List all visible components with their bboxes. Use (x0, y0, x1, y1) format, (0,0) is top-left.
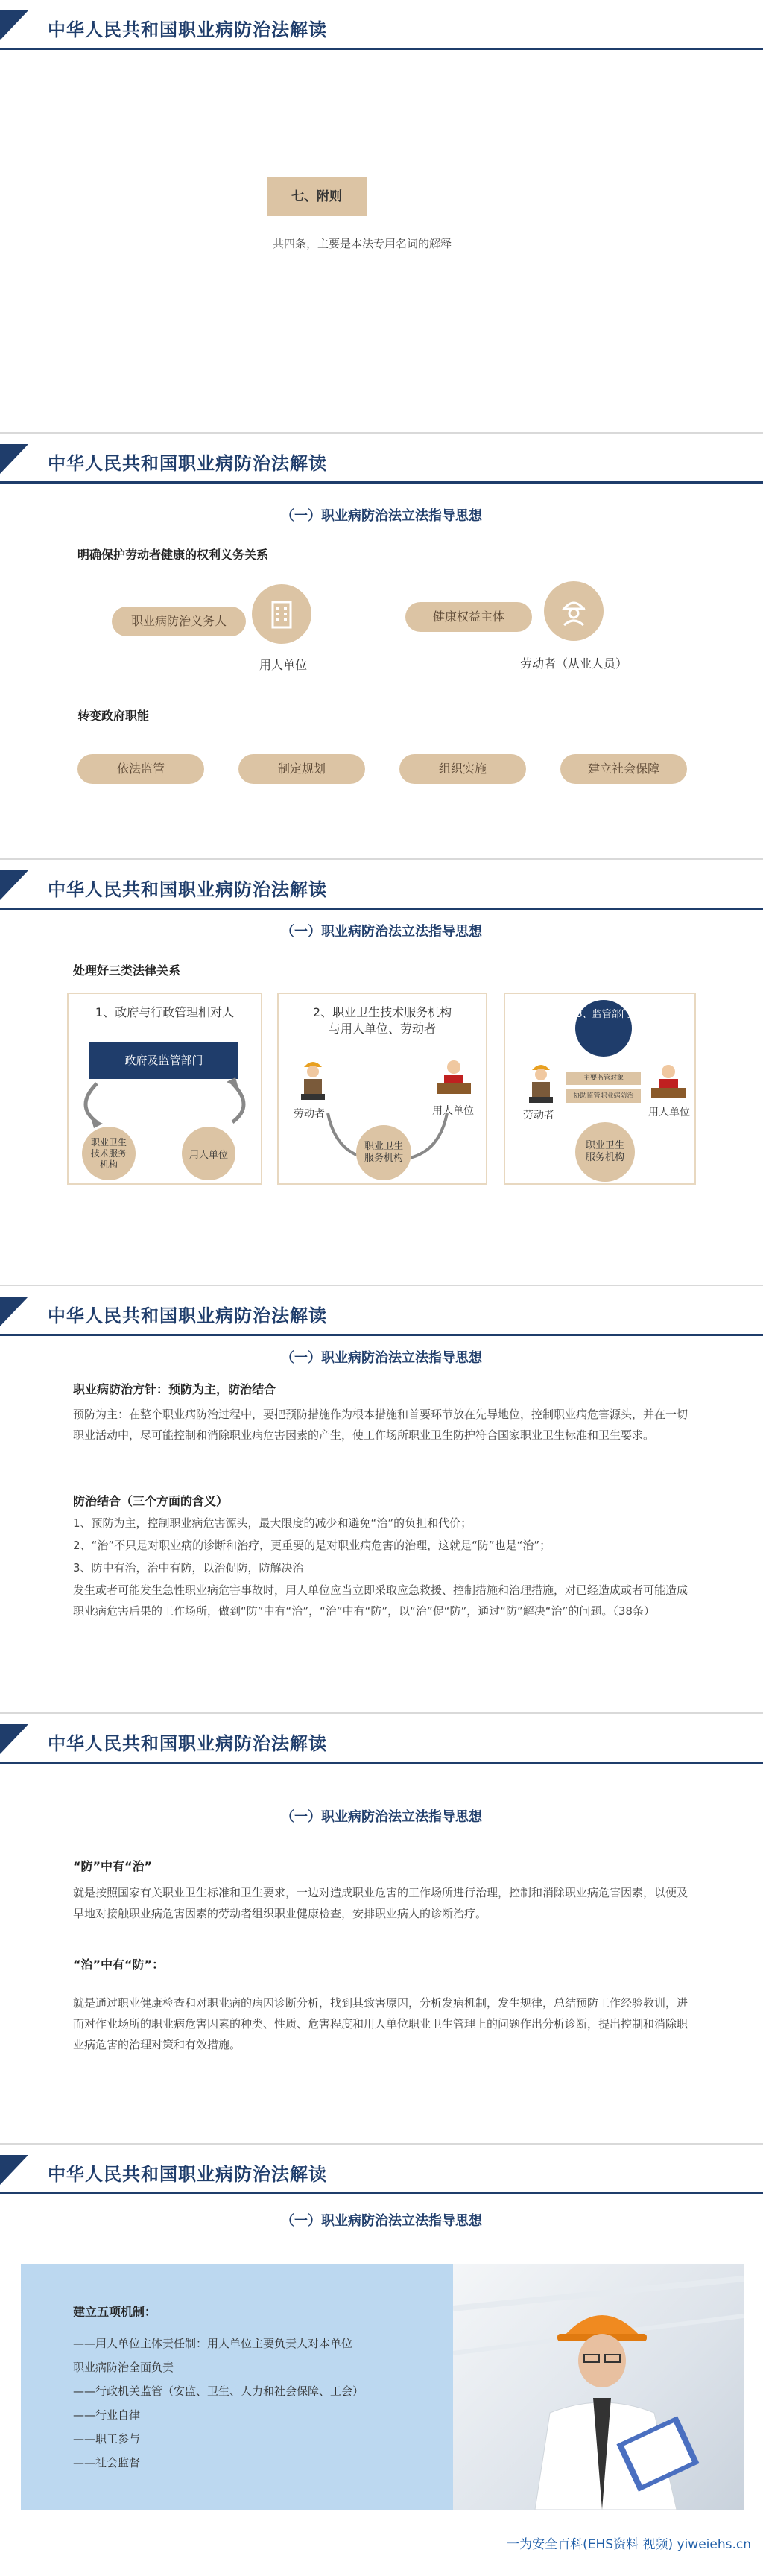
circle-employer-label: 用人单位 (189, 1149, 228, 1161)
header-title: 中华人民共和国职业病防治法解读 (48, 879, 327, 900)
slide-header (0, 1297, 763, 1326)
header-title: 中华人民共和国职业病防治法解读 (48, 1306, 327, 1326)
pill-social-security: 建立社会保障 (560, 754, 687, 784)
circle-regulator (575, 1000, 632, 1057)
arrow-top-label: 主要监管对象 (583, 1075, 624, 1082)
header-rule (0, 908, 763, 910)
pill-health-subject: 健康权益主体 (405, 602, 532, 632)
heading-prevent-treat: “防”中有“治” (73, 1859, 153, 1873)
worker-label: 劳动者 (294, 1108, 325, 1120)
section-badge: 七、附则 (267, 177, 367, 216)
panel-title-line2: 与用人单位、劳动者 (328, 1022, 436, 1036)
header-title: 中华人民共和国职业病防治法解读 (48, 2164, 327, 2185)
worker-figure-icon (297, 1057, 329, 1101)
circle-service-center (575, 1122, 635, 1182)
slide-prevention-treatment (0, 1714, 763, 2143)
arrow-bottom-label: 协助监管职业病防治 (573, 1092, 634, 1100)
appendix-text: 共四条，主要是本法专用名词的解释 (273, 237, 452, 250)
heading-policy: 职业病防治方针：预防为主，防治结合 (73, 1382, 276, 1396)
cycle-arrows (75, 1076, 255, 1128)
panel-title: 1、政府与行政管理相对人 (95, 1005, 235, 1019)
pill-plan: 制定规划 (238, 754, 365, 784)
worker-icon (544, 581, 604, 641)
panel-regulator (504, 993, 696, 1185)
line-1: 1、预防为主，控制职业病危害源头，最大限度的减少和避免“治”的负担和代价； (73, 1516, 472, 1530)
building-icon (252, 584, 311, 644)
regulator-label: 3、监管部门 (576, 1009, 631, 1020)
section-title: （一）职业病防治法立法指导思想 (281, 2213, 482, 2229)
para-prevent-treat: 就是按照国家有关职业卫生标准和卫生要求，一边对造成职业危害的工作场所进行治理，控制和消除职业病危害因素，以便及早地对接触职业病危害因素的劳动者组织职业健康检查，安排职业病人的诊断治疗。 (73, 1886, 688, 1920)
slide-rights-obligations (0, 434, 763, 858)
arrow-supervision-bottom (566, 1089, 641, 1103)
slide-header (0, 1724, 763, 1754)
subtitle-relations: 处理好三类法律关系 (73, 963, 181, 978)
mechanisms-panel (21, 2264, 453, 2510)
circle-employer (182, 1127, 235, 1180)
slide-five-mechanisms (0, 2145, 763, 2576)
header-triangle (0, 10, 28, 40)
para-emergency: 发生或者可能发生急性职业病危害事故时，用人单位应当立即采取应急救援、控制措施和治理措施，对已经造成或者可能造成职业病危害后果的工作场所，做到“防”中有“治”，“治”中有“防”，以“治”促“防”，通过“防”解决“治”的问题。（38条） (73, 1583, 688, 1618)
header-triangle (0, 2155, 28, 2185)
slide-prevention-policy (0, 1286, 763, 1712)
header-triangle (0, 444, 28, 474)
footer-link[interactable]: 一为安全百科(EHS资料 视频) yiweiehs.cn (507, 2537, 751, 2552)
header-title: 中华人民共和国职业病防治法解读 (48, 1733, 327, 1754)
slide-legal-relations (0, 860, 763, 1285)
para-prevention: 预防为主：在整个职业病防治过程中，要把预防措施作为根本措施和首要环节放在先导地位，控制职业病危害源头，并在一切职业活动中，尽可能控制和消除职业病危害因素的产生，使工作场所职业卫生防护符合国家职业卫生标准和卫生要求。 (73, 1408, 688, 1442)
circle-tech-service (82, 1127, 136, 1180)
pill-obligor: 职业病防治义务人 (112, 607, 246, 636)
section-title: （一）职业病防治法立法指导思想 (281, 1809, 482, 1825)
header-rule (0, 1334, 763, 1336)
heading-treat-prevent: “治”中有“防”： (73, 1958, 165, 1972)
header-rule (0, 2192, 763, 2194)
pill-implement: 组织实施 (399, 754, 526, 784)
mechanism-line-5: ——职工参与 (73, 2432, 141, 2446)
line-3: 3、防中有治，治中有防，以治促防，防解决治 (73, 1561, 304, 1575)
header-title: 中华人民共和国职业病防治法解读 (48, 453, 327, 474)
mechanism-line-6: ——社会监督 (73, 2456, 141, 2469)
circle-service-center-label: 职业卫生服务机构 (585, 1140, 624, 1163)
slide-appendix (0, 0, 763, 432)
heading-combination: 防治结合（三个方面的含义） (73, 1494, 229, 1508)
panel-title-line1: 2、职业卫生技术服务机构 (312, 1005, 452, 1019)
caption-worker: 劳动者（从业人员） (519, 656, 627, 671)
mechanism-line-2: 职业病防治全面负责 (73, 2361, 174, 2374)
panel-service-institution (277, 993, 487, 1185)
slide-header (0, 2155, 763, 2185)
header-rule (0, 481, 763, 484)
employer-figure-icon (435, 1057, 472, 1098)
slide-header (0, 444, 763, 474)
line-2: 2、“治”不只是对职业病的诊断和治疗，更重要的是对职业病危害的治理，这就是“防”也是“治”； (73, 1539, 551, 1552)
mechanism-line-1: ——用人单位主体责任制：用人单位主要负责人对本单位 (73, 2337, 353, 2350)
header-rule (0, 48, 763, 50)
caption-employer: 用人单位 (259, 658, 307, 672)
header-triangle (0, 870, 28, 900)
para-treat-prevent: 就是通过职业健康检查和对职业病的病因诊断分析，找到其致害原因，分析发病机制，发生规律，总结预防工作经验教训，进而对作业场所的职业病危害因素的种类、性质、危害程度和用人单位职业卫生管理上的问题作出分析诊断，提出控制和消除职业病危害的治理对策和有效措施。 (73, 1996, 688, 2051)
header-triangle (0, 1724, 28, 1754)
employer-figure-icon (650, 1061, 687, 1103)
circle-service-center-label: 职业卫生服务机构 (364, 1141, 403, 1164)
header-triangle (0, 1297, 28, 1326)
worker-label: 劳动者 (523, 1110, 554, 1121)
header-title: 中华人民共和国职业病防治法解读 (48, 19, 327, 40)
panel-government (67, 993, 262, 1185)
circle-service-center (356, 1125, 411, 1180)
section-title: （一）职业病防治法立法指导思想 (281, 1350, 482, 1366)
mechanism-line-3: ——行政机关监管（安监、卫生、人力和社会保障、工会） (73, 2384, 364, 2398)
subtitle-rights: 明确保护劳动者健康的权利义务关系 (77, 548, 269, 562)
subtitle-government: 转变政府职能 (77, 709, 150, 723)
worker-figure-icon (525, 1060, 557, 1104)
header-rule (0, 1762, 763, 1764)
slide-header (0, 870, 763, 900)
circle-tech-service-label: 职业卫生技术服务机构 (90, 1136, 127, 1170)
mechanism-line-4: ——行业自律 (73, 2408, 141, 2422)
section-title: （一）职业病防治法立法指导思想 (281, 924, 482, 940)
arrow-supervision-top (566, 1072, 641, 1085)
section-title: （一）职业病防治法立法指导思想 (281, 508, 482, 524)
slide-header (0, 10, 763, 40)
employer-label: 用人单位 (432, 1105, 474, 1117)
employer-label: 用人单位 (648, 1107, 690, 1118)
government-box: 政府及监管部门 (89, 1042, 238, 1079)
mechanisms-heading: 建立五项机制： (73, 2305, 157, 2319)
pill-supervise: 依法监管 (77, 754, 204, 784)
engineer-photo (453, 2264, 744, 2510)
